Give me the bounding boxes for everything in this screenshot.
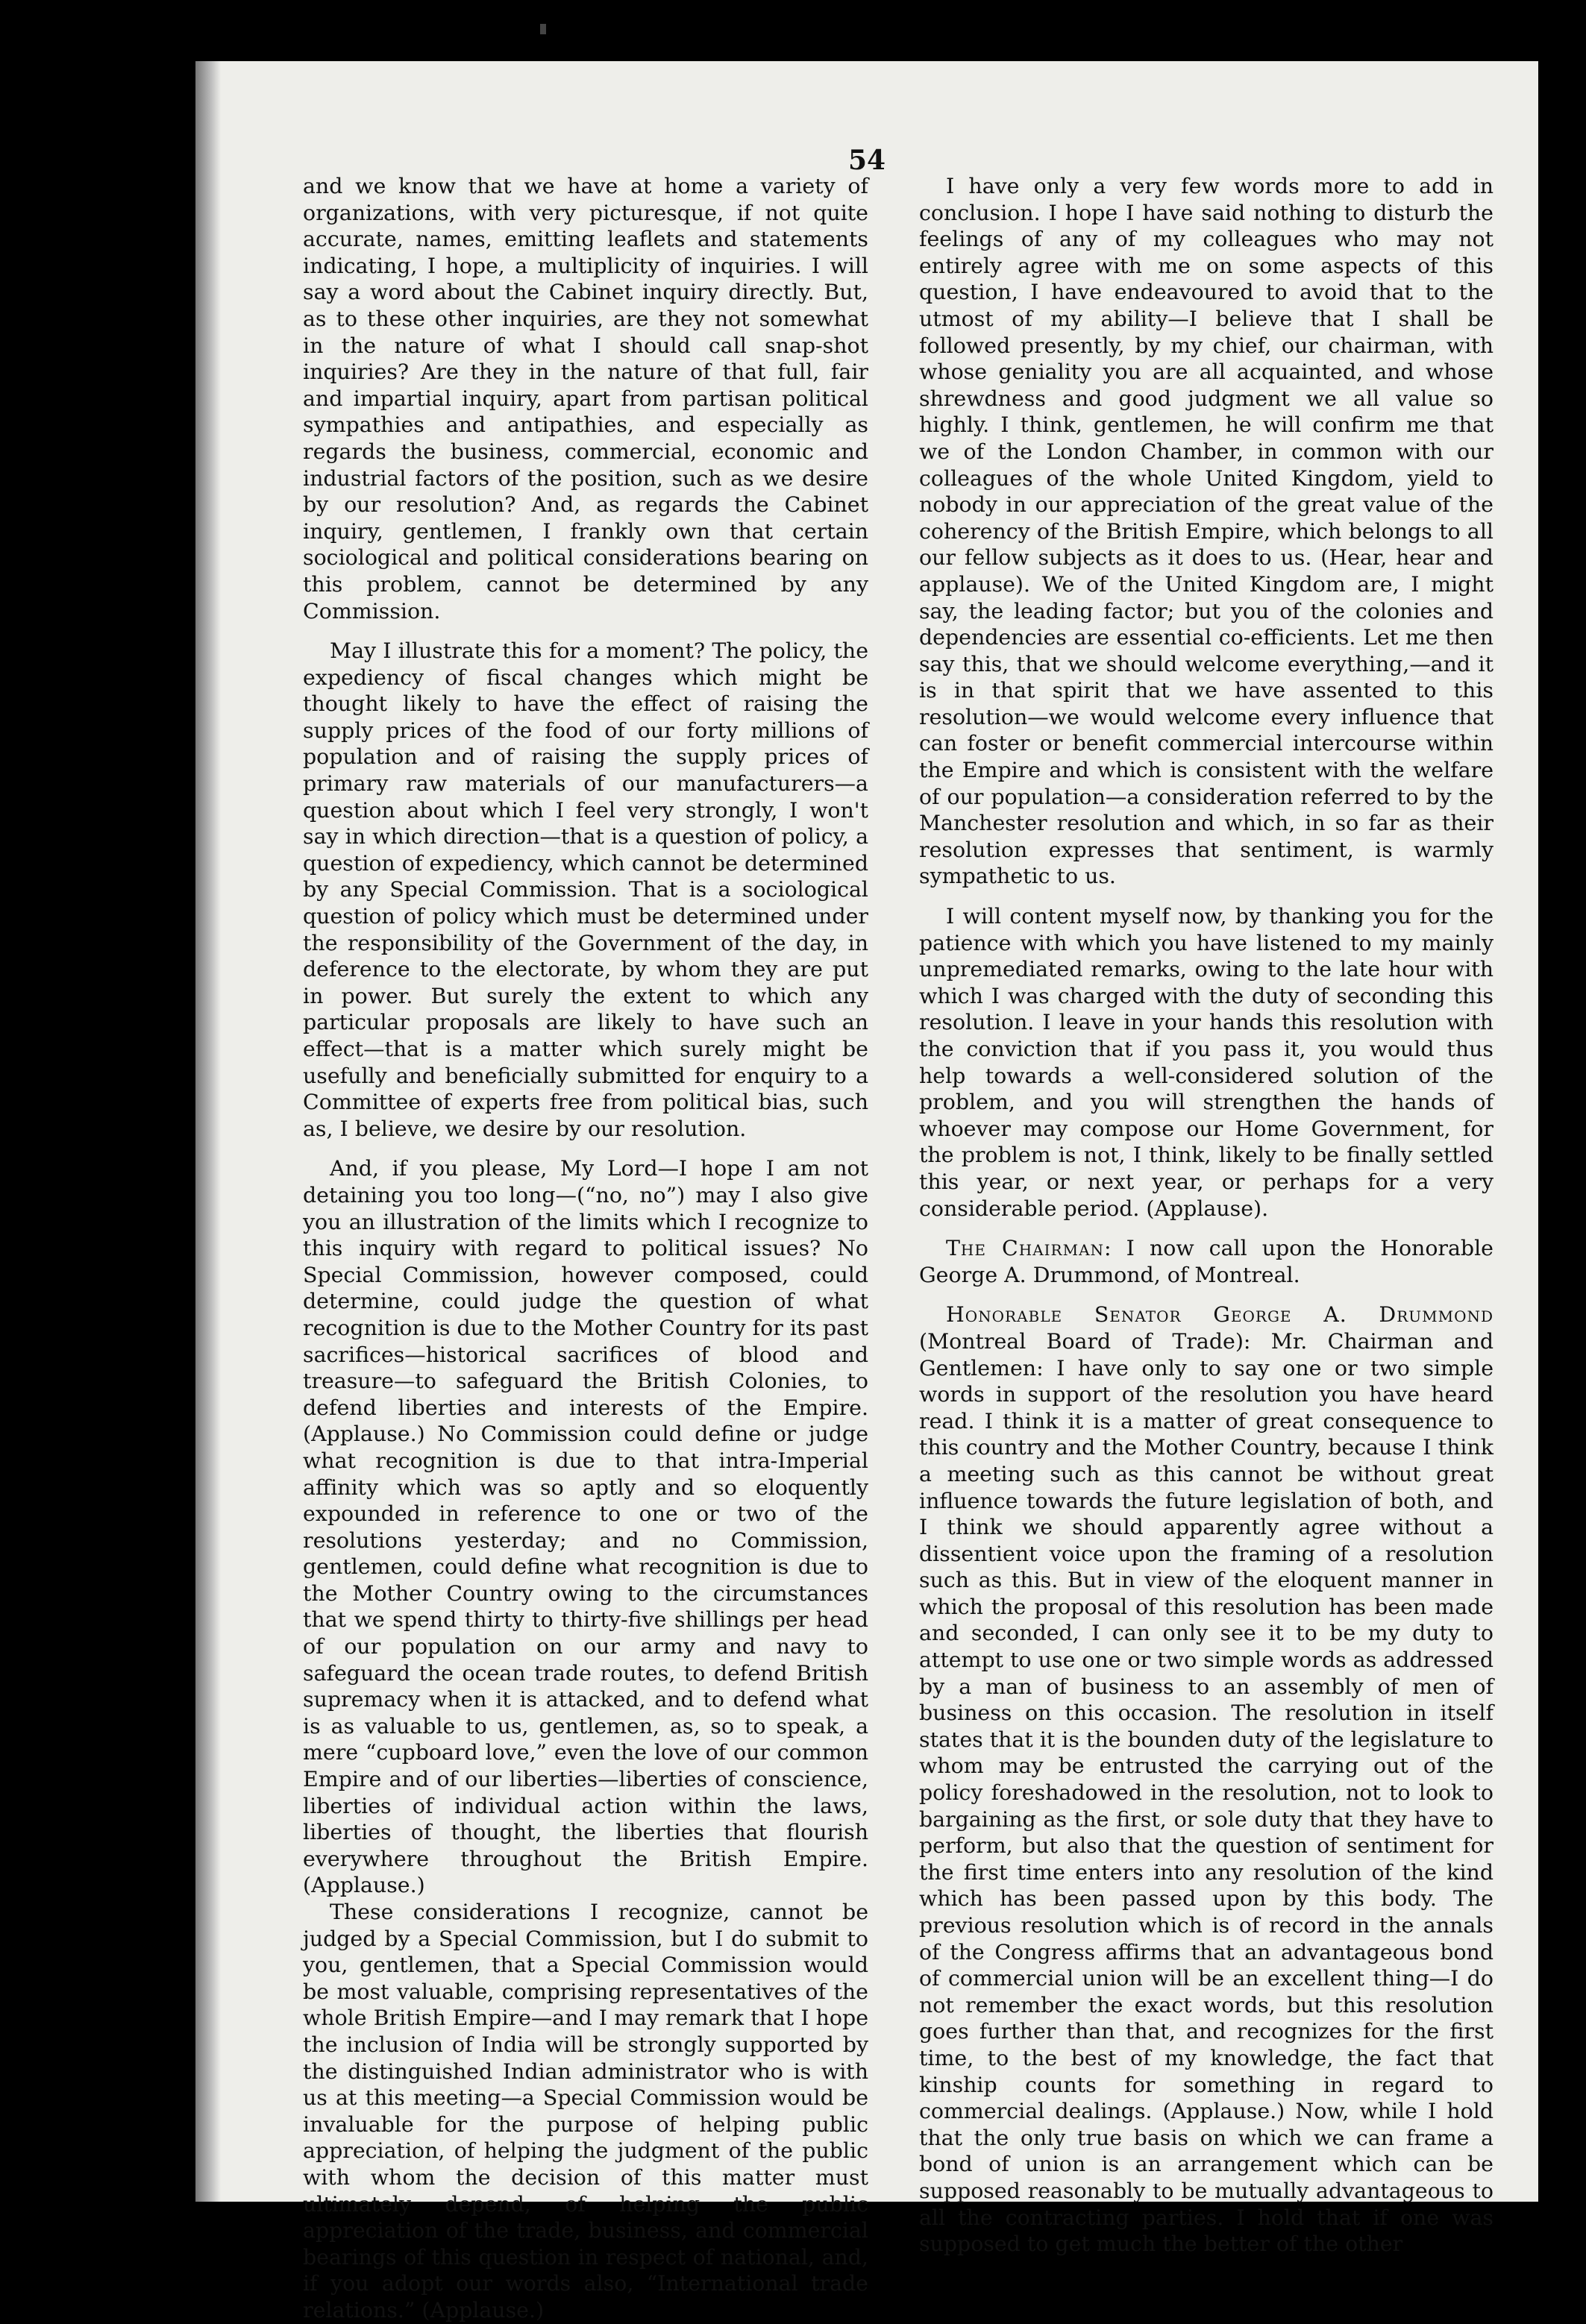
paragraph: May I illustrate this for a moment? The policy, the expediency of fiscal changes which might be thought likely to have the effect of raising the supply prices of the food of our forty millions of population and of raising the supply prices of primary raw materials of our manufacturers—a question about which I feel very strongly, I won't say in which direction—that is a question of policy, a question of expediency, which cannot be determined by any Special Commission. That is a sociological question of policy which must be determined under the responsibility of the Government of the day, in deference to the electorate, by whom they are put in power. But surely the extent to which any particular proposals are likely to have such an effect—that is a matter which surely might be usefully and beneficially submitted for enquiry to a Committee of experts free from political bias, such as, I believe, we desire by our resolution.: [303, 638, 868, 1141]
paragraph: [919, 1301, 1493, 2257]
scan-mark: [540, 24, 546, 34]
paragraph: [919, 1235, 1493, 1288]
paragraph-text: : I now call upon the Honorable George A. Drummond, of Montreal.: [919, 1236, 1493, 1287]
page-edge-shadow: [195, 61, 221, 2202]
paragraph: And, if you please, My Lord—I hope I am not detaining you too long—(“no, no”) may I also give you an illustration of the limits which I recognize to this inquiry with regard to political issues? No Special Commission, however composed, could determine, could judge the question of what recognition is due to the Mother Country for its past sacrifices—historical sacrifices of blood and treasure—to safeguard the British Colonies, to defend liberties and interests of the Empire. (Applause.) No Commission could define or judge what recognition is due to that intra-Imperial affinity which was so aptly and so eloquently expounded in reference to one or two of the resolutions yesterday; and no Commission, gentlemen, could define what recognition is due to the Mother Country owing to the circumstances that we spend thirty to thirty-five shillings per head of our population on our army and navy to safeguard the ocean trade routes, to defend British supremacy when it is attacked, and to defend what is as valuable to us, gentlemen, as, so to speak, a mere “cupboard love,” even the love of our common Empire and of our liberties—liberties of conscience, liberties of individual action within the laws, liberties of thought, the liberties that flourish everywhere throughout the British Empire. (Applause.): [303, 1156, 868, 1898]
speaker-name: The Chairman: [946, 1236, 1105, 1261]
paragraph: I have only a very few words more to add in conclusion. I hope I have said nothing to disturb the feelings of any of my colleagues who may not entirely agree with me on some aspects of this question, I have endeavoured to avoid that to the utmost of my ability—I believe that I shall be followed presently, by my chief, our chairman, with whose geniality you are all acquainted, and whose shrewdness and good judgment we all value so highly. I think, gentlemen, he will confirm me that we of the London Chamber, in common with our colleagues of the whole United Kingdom, yield to nobody in our appreciation of the great value of the coherency of the British Empire, which belongs to all our fellow subjects as it does to us. (Hear, hear and applause). We of the United Kingdom are, I might say, the leading factor; but you of the colonies and dependencies are essential co-efficients. Let me then say this, that we should welcome everything,—and it is in that spirit that we have assented to this resolution—we would welcome every influence that can foster or benefit commercial intercourse within the Empire and which is consistent with the welfare of our population—a consideration referred to by the Manchester resolution and which, in so far as their resolution expresses that sentiment, is warmly sympathetic to us.: [919, 174, 1493, 889]
right-column: [919, 173, 1493, 2258]
document-page: [195, 61, 1538, 2323]
paragraph: These considerations I recognize, cannot be judged by a Special Commission, but I do submit to you, gentlemen, that a Special Commission would be most valuable, comprising representatives of the whole British Empire—and I may remark that I hope the inclusion of India will be strongly supported by the distinguished Indian administrator who is with us at this meeting—a Special Commission would be invaluable for the purpose of helping public appreciation, of helping the judgment of the public with whom the decision of this matter must ultimately depend, of helping the public appreciation of the trade, business, and commercial bearings of this question in respect of national, and, if you adopt our words also, “International trade relations.” (Applause.): [303, 1900, 868, 2323]
speaker-name: Honorable Senator George A. Drummond: [946, 1302, 1493, 1328]
page-number: 54: [847, 145, 886, 176]
left-column: [303, 173, 868, 2324]
paragraph-text: (Montreal Board of Trade): Mr. Chairman and Gentlemen: I have only to say one or two simple words in support of the resolution you have heard read. I think it is a matter of great consequence to this country and the Mother Country, because I think a meeting such as this cannot be without great influence towards the future legislation of both, and I think we should apparently agree without a dissentient voice upon the framing of a resolution such as this. But in view of the eloquent manner in which the proposal of this resolution has been made and seconded, I can only see it to be my duty to attempt to use one or two simple words as addressed by a man of business to an assembly of men of business on this occasion. The resolution in itself states that it is the bounden duty of the legislature to whom may be entrusted the carrying out of the policy foreshadowed in the resolution, not to look to bargaining as the first, or sole duty that they have to perform, but also that the question of sentiment for the first time enters into any resolution of the kind which has been passed upon by this body. The previous resolution which is of record in the annals of the Congress affirms that an advantageous bond of commercial union will be an excellent thing—I do not remember the exact words, but this resolution goes further than that, and recognizes for the first time, to the best of my knowledge, the fact that kinship counts for something in regard to commercial dealings. (Applause.) Now, while I hold that the only true basis on which we can frame a bond of union is an arrangement which can be supposed reasonably to be mutually advantageous to all the contracting parties. I hold that if one was supposed to get much the better of the other: [919, 1328, 1493, 2257]
paragraph: I will content myself now, by thanking you for the patience with which you have listened to my mainly unpremediated remarks, owing to the late hour with which I was charged with the duty of seconding this resolution. I leave in your hands this resolution with the conviction that if you pass it, you would thus help towards a well-considered solution of the problem, and you will strengthen the hands of whoever may compose our Home Government, for the problem is not, I think, likely to be finally settled this year, or next year, or perhaps for a very considerable period. (Applause).: [919, 904, 1493, 1221]
paragraph: and we know that we have at home a variety of organizations, with very picturesque, if not quite accurate, names, emitting leaflets and statements indicating, I hope, a multiplicity of inquiries. I will say a word about the Cabinet inquiry directly. But, as to these other inquiries, are they not somewhat in the nature of what I should call snap-shot inquiries? Are they in the nature of that full, fair and impartial inquiry, apart from partisan political sympathies and antipathies, and especially as regards the business, commercial, economic and industrial factors of the position, such as we desire by our resolution? And, as regards the Cabinet inquiry, gentlemen, I frankly own that certain sociological and political considerations bearing on this problem, cannot be determined by any Commission.: [303, 174, 868, 624]
